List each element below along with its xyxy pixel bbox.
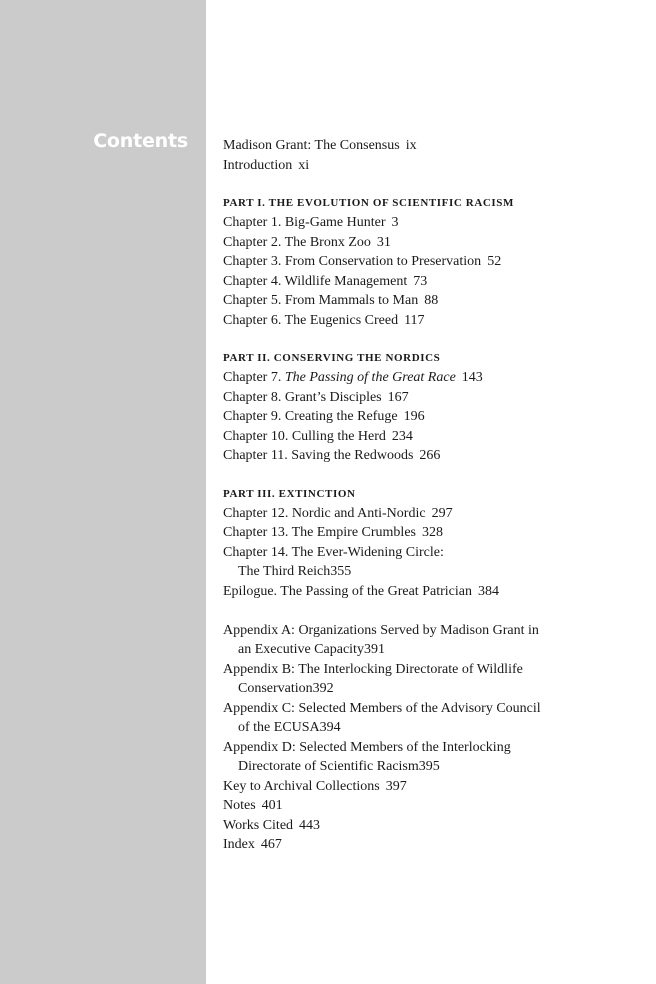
page-number: 328 (421, 525, 443, 540)
page-number: 397 (385, 778, 407, 794)
toc-entry[interactable]: Chapter 3. From Conservation to Preservation 52 (223, 254, 502, 269)
toc-entry[interactable]: Appendix D: Selected Members of the Interlocking Directorate of Scientific Racism395 (223, 739, 511, 774)
contents-sidebar (0, 0, 206, 984)
toc-entry[interactable]: Works Cited 443 (223, 817, 321, 833)
page-number: 391 (363, 642, 385, 657)
page-number: 355 (330, 564, 352, 579)
page-number: 88 (424, 293, 439, 308)
toc-entry[interactable]: Chapter 14. The Ever-Widening Circle: The Third Reich355 (223, 544, 444, 579)
page-number: 266 (419, 448, 441, 463)
page-number: ix (405, 138, 417, 153)
table-of-contents (223, 136, 643, 855)
page-number: 73 (413, 273, 428, 289)
toc-entry[interactable]: Chapter 9. Creating the Refuge 196 (223, 409, 425, 424)
page-number: 392 (312, 681, 334, 696)
toc-entry[interactable]: Epilogue. The Passing of the Great Patrician 384 (223, 583, 499, 599)
page-number: 297 (431, 505, 453, 521)
part-heading: PART I. THE EVOLUTION OF SCIENTIFIC RACISM (223, 197, 514, 209)
toc-entry[interactable]: Appendix A: Organizations Served by Madison Grant in an Executive Capacity391 (223, 622, 539, 657)
toc-entry[interactable]: Key to Archival Collections 397 (223, 778, 407, 794)
page-number: 143 (461, 370, 483, 385)
page-number: 167 (387, 389, 409, 405)
page-number: 234 (391, 428, 413, 444)
page-number: 3 (391, 215, 399, 230)
book-title: The Passing of the Great Race (284, 370, 456, 385)
toc-entry[interactable]: Chapter 10. Culling the Herd 234 (223, 428, 413, 444)
toc-entry[interactable]: Chapter 11. Saving the Redwoods 266 (223, 448, 441, 463)
toc-entry[interactable]: Chapter 7. The Passing of the Great Race 143 (223, 370, 483, 385)
toc-entry[interactable]: Chapter 8. Grant’s Disciples 167 (223, 389, 409, 405)
part-heading: PART II. CONSERVING THE NORDICS (223, 352, 441, 364)
toc-entry[interactable]: Appendix C: Selected Members of the Advisory Council of the ECUSA394 (223, 700, 541, 735)
page-number: 401 (261, 798, 283, 813)
page-number: 443 (299, 817, 321, 833)
toc-entry[interactable]: Chapter 13. The Empire Crumbles 328 (223, 525, 443, 540)
toc-entry[interactable]: Chapter 5. From Mammals to Man 88 (223, 293, 439, 308)
toc-entry[interactable]: Chapter 2. The Bronx Zoo 31 (223, 234, 391, 250)
page-number: 394 (319, 720, 341, 735)
page-number: 117 (404, 312, 425, 328)
page-number: 31 (376, 234, 391, 250)
toc-entry[interactable]: Chapter 12. Nordic and Anti-Nordic 297 (223, 505, 453, 521)
section-gap (223, 601, 643, 621)
toc-entry[interactable]: Introduction xi (223, 157, 310, 173)
part-heading: PART III. EXTINCTION (223, 487, 356, 500)
toc-entry[interactable]: Madison Grant: The Consensus ix (223, 138, 417, 153)
toc-entry[interactable]: Index 467 (223, 837, 282, 852)
page-number: 52 (487, 254, 502, 269)
toc-entry[interactable]: Chapter 1. Big-Game Hunter 3 (223, 215, 399, 230)
page-number: 467 (260, 837, 282, 852)
toc-entry[interactable]: Chapter 4. Wildlife Management 73 (223, 273, 428, 289)
toc-entry[interactable]: Notes 401 (223, 798, 283, 813)
page-number: 196 (403, 409, 425, 424)
toc-entry[interactable]: Chapter 6. The Eugenics Creed 117 (223, 312, 425, 328)
contents-heading: Contents (93, 130, 188, 152)
page-number: xi (298, 157, 310, 173)
toc-entry[interactable]: Appendix B: The Interlocking Directorate of Wildlife Conservation392 (223, 661, 523, 696)
page-number: 384 (477, 583, 499, 599)
page-number: 395 (418, 759, 440, 774)
